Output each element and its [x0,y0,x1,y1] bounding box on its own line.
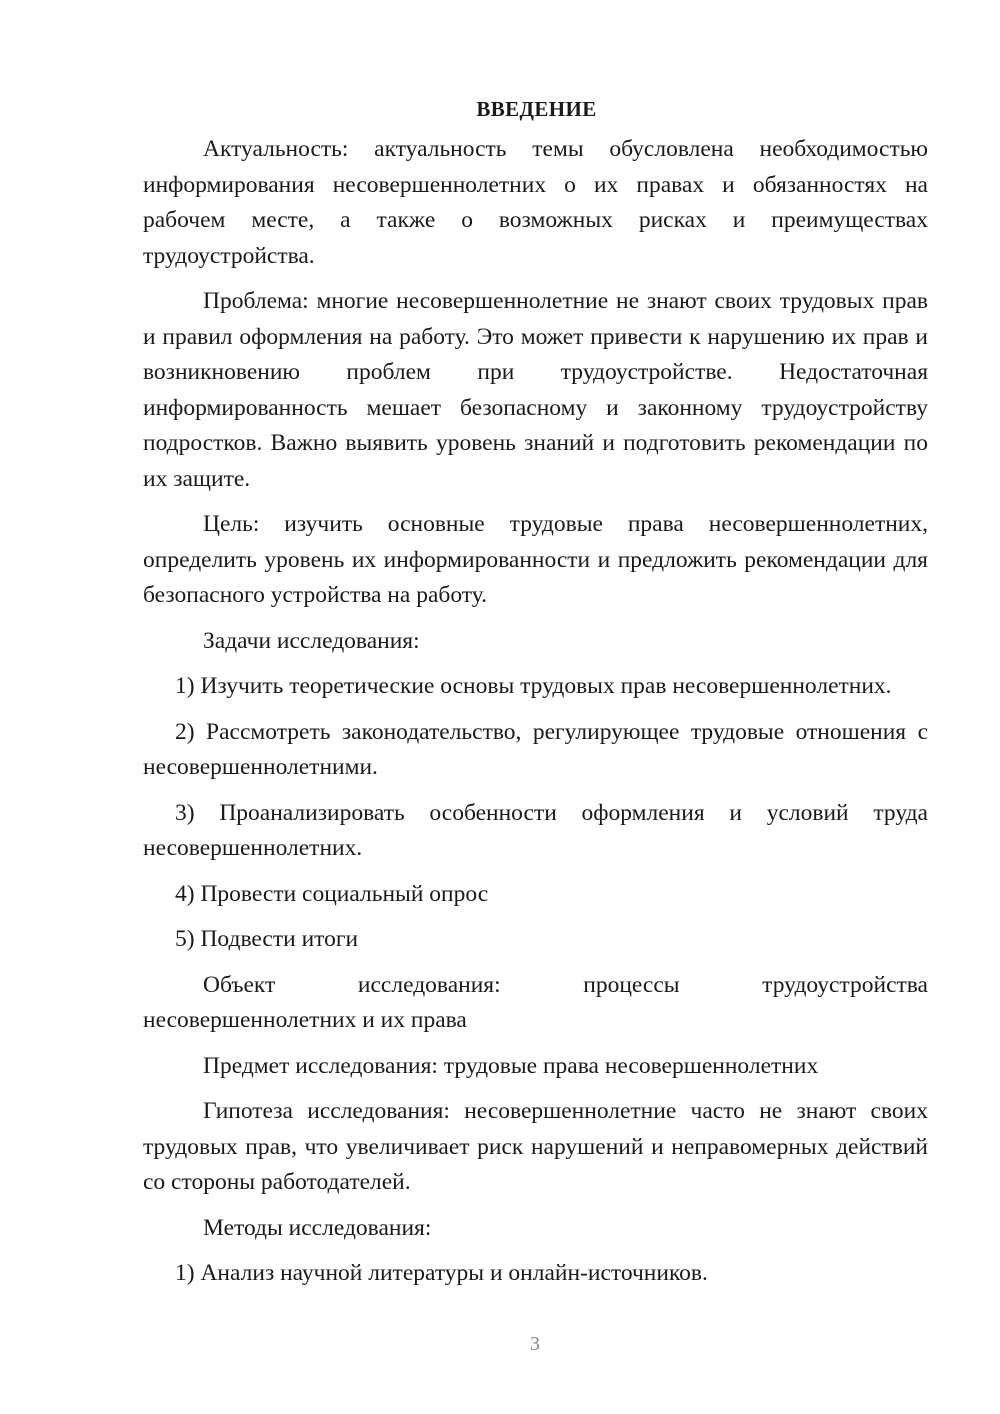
subject-paragraph: Предмет исследования: трудовые права несовершеннолетних [203,1052,819,1079]
relevance-paragraph: Актуальность: актуальность темы обусловлена необходимостью информирования несовершеннолетних о их правах и обязанностях на рабочем месте, а также о возможных рисках и преимуществах трудоустройства. [143,136,928,269]
methods-title: Методы исследования: [203,1214,432,1241]
task-item: 4) Провести социальный опрос [175,880,489,907]
method-item: 1) Анализ научной литературы и онлайн-источников. [175,1260,708,1286]
section-heading: ВВЕДЕНИЕ [476,97,597,121]
problem-paragraph: Проблема: многие несовершеннолетние не знают своих трудовых прав и правил оформления на работу. Это может привести к нарушению их прав и возникновению проблем при трудоустройстве. Недостаточная информированность мешает безопасному и законному трудоустройству подростков. Важно выявить уровень знаний и подготовить рекомендации по их защите. [143,288,928,492]
page-number: 3 [530,1333,540,1355]
object-paragraph-line2: несовершеннолетних и их права [143,1007,467,1033]
goal-paragraph: Цель: изучить основные трудовые права несовершеннолетних, определить уровень их информированности и предложить рекомендации для безопасного устройства на работу. [143,511,928,608]
object-paragraph-line1: Объект исследования: процессы трудоустройства [203,971,928,998]
hypothesis-paragraph: Гипотеза исследования: несовершеннолетние часто не знают своих трудовых прав, что увеличивает риск нарушений и неправомерных действий со стороны работодателей. [143,1098,928,1195]
task-item: 5) Подвести итоги [175,926,359,952]
task-item: 2) Рассмотреть законодательство, регулирующее трудовые отношения с несовершеннолетними. [143,718,928,780]
page-body [143,94,928,1302]
task-item: 3) Проанализировать особенности оформления и условий труда несовершеннолетних. [143,799,928,861]
task-item: 1) Изучить теоретические основы трудовых прав несовершеннолетних. [175,673,892,699]
tasks-title: Задачи исследования: [203,627,420,654]
